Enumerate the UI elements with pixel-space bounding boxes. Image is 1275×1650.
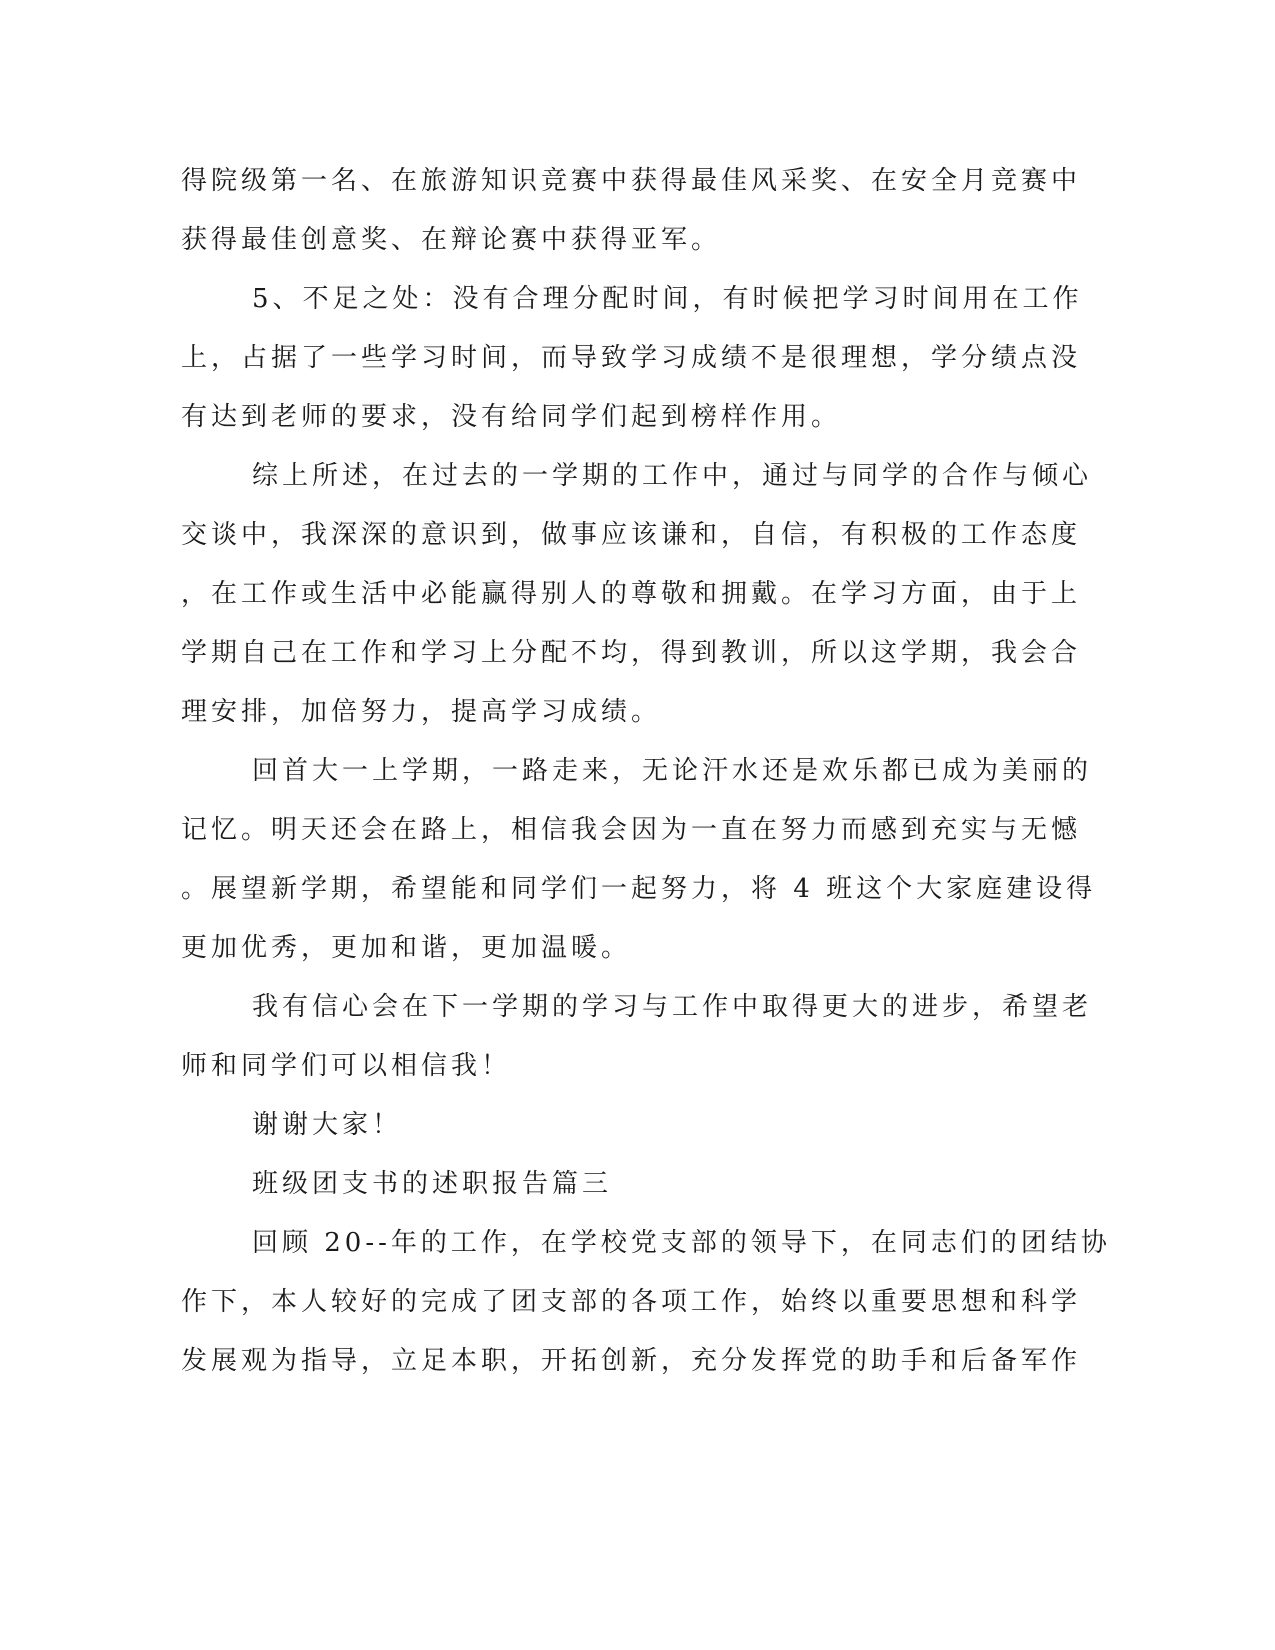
closing-line: 谢谢大家！ [252,1110,403,1140]
text-line: ，在工作或生活中必能赢得别人的尊敬和拥戴。在学习方面，由于上 [181,579,1082,609]
text-line: 上，占据了一些学习时间，而导致学习成绩不是很理想，学分绩点没 [181,343,1082,373]
text-line: 作下，本人较好的完成了团支部的各项工作，始终以重要思想和科学 [181,1287,1082,1317]
text-line: 获得最佳创意奖、在辩论赛中获得亚军。 [181,225,722,255]
paragraph-start-line: 回顾 20--年的工作，在学校党支部的领导下，在同志们的团结协 [252,1228,1111,1258]
text-line: 得院级第一名、在旅游知识竞赛中获得最佳风采奖、在安全月竞赛中 [181,166,1082,196]
paragraph-start-line: 综上所述，在过去的一学期的工作中，通过与同学的合作与倾心 [252,461,1093,491]
text-line: 。展望新学期，希望能和同学们一起努力，将 4 班这个大家庭建设得 [181,874,1097,904]
text-line: 交谈中，我深深的意识到，做事应该谦和，自信，有积极的工作态度 [181,520,1082,550]
text-line: 师和同学们可以相信我！ [181,1051,512,1081]
paragraph-start-line: 回首大一上学期，一路走来，无论汗水还是欢乐都已成为美丽的 [252,756,1093,786]
text-line: 有达到老师的要求，没有给同学们起到榜样作用。 [181,402,842,432]
text-line: 更加优秀，更加和谐，更加温暖。 [181,933,632,963]
text-line: 发展观为指导，立足本职，开拓创新，充分发挥党的助手和后备军作 [181,1346,1082,1376]
text-line: 理安排，加倍努力，提高学习成绩。 [181,697,662,727]
text-line: 学期自己在工作和学习上分配不均，得到教训，所以这学期，我会合 [181,638,1082,668]
text-line: 记忆。明天还会在路上，相信我会因为一直在努力而感到充实与无憾 [181,815,1082,845]
section-heading: 班级团支书的述职报告篇三 [252,1169,613,1199]
paragraph-start-line: 我有信心会在下一学期的学习与工作中取得更大的进步，希望老 [252,992,1093,1022]
paragraph-start-line: 5、不足之处：没有合理分配时间，有时候把学习时间用在工作 [252,284,1083,314]
